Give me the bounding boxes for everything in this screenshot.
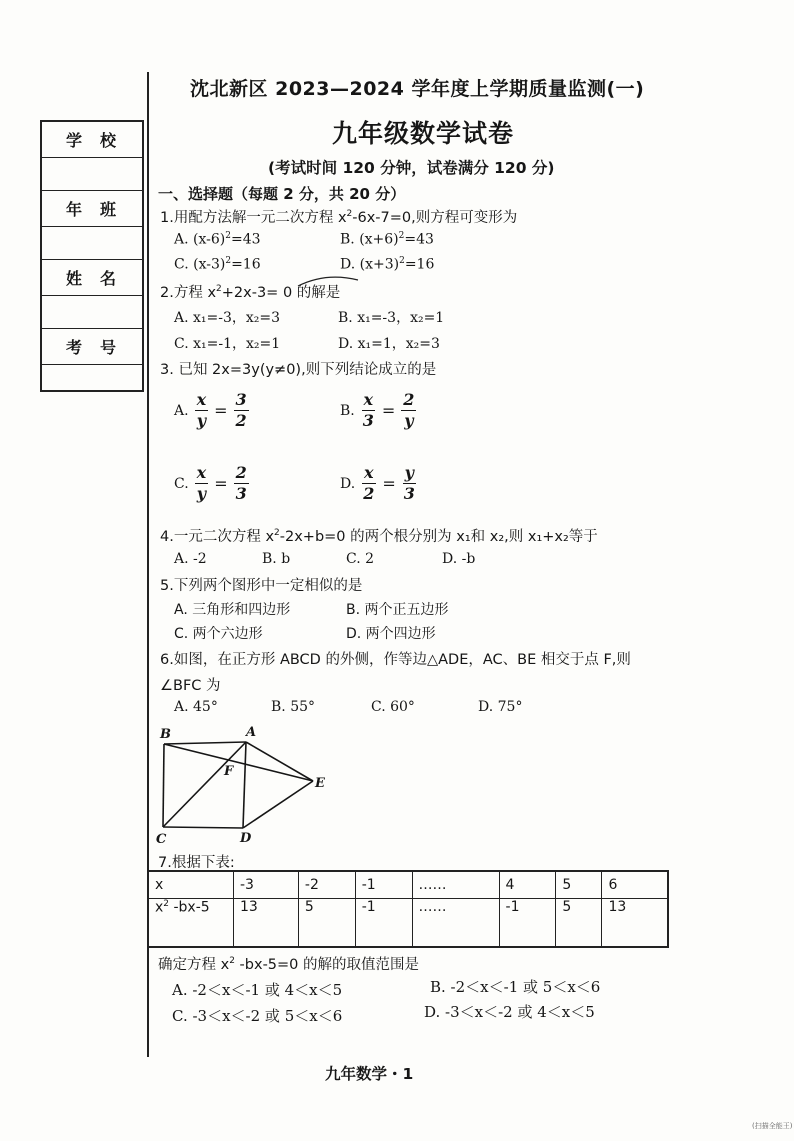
q1-stem: 1.用配方法解一元二次方程 $x^2-6x-7=0$,则方程可变形为 <box>160 209 518 226</box>
q7-option-d[interactable]: D. -3＜x＜-2 或 4＜x＜5 <box>424 1003 595 1021</box>
exam-title-line1: 沈北新区 2023—2024 学年度上学期质量监测(一) <box>190 78 645 100</box>
q4-option-a[interactable]: A. -2 <box>174 551 207 567</box>
table-cell: 4 <box>499 871 556 899</box>
q7-option-a[interactable]: A. -2＜x＜-1 或 4＜x＜5 <box>172 981 343 999</box>
label-E: E <box>315 776 325 791</box>
table-cell: 6 <box>602 871 668 899</box>
table-cell: x <box>148 871 234 899</box>
table-cell: -1 <box>355 899 412 948</box>
q4-option-d[interactable]: D. -b <box>442 551 476 567</box>
q3-stem: 3. 已知 2x=3y(y≠0),则下列结论成立的是 <box>160 362 437 378</box>
q2-option-b[interactable]: B. x₁=-3，x₂=1 <box>338 310 445 326</box>
q4-option-b[interactable]: B. b <box>262 551 291 567</box>
q3-option-d[interactable]: D. $\frac{x}{2}$ = $\frac{y}{3}$ <box>340 463 415 503</box>
class-field[interactable] <box>42 227 142 260</box>
table-cell: 13 <box>234 899 299 948</box>
edge-BA <box>164 742 246 744</box>
q4-stem: 4.一元二次方程 $x^2-2x+b=0$ 的两个根分别为 x₁和 x₂,则 x₁+x₂等于 <box>160 528 598 545</box>
q3-option-a[interactable]: A. $\frac{x}{y}$ = $\frac{3}{2}$ <box>174 390 247 430</box>
q7-stem: 7.根据下表: <box>158 855 235 871</box>
option-label: C. <box>174 475 189 492</box>
q1-option-a[interactable]: A. $(x-6)^2=43$ <box>174 231 261 248</box>
label-D: D <box>240 831 252 846</box>
section-heading: 一、选择题（每题 2 分，共 20 分） <box>158 185 406 203</box>
q5-option-b[interactable]: B. 两个正五边形 <box>346 602 449 618</box>
q5-option-c[interactable]: C. 两个六边形 <box>174 626 263 642</box>
q5-stem: 5.下列两个图形中一定相似的是 <box>160 578 363 594</box>
option-label: D. <box>340 475 356 492</box>
exam-number-label: 考号 <box>42 329 142 365</box>
q5-option-a[interactable]: A. 三角形和四边形 <box>174 602 291 618</box>
q3-option-c[interactable]: C. $\frac{x}{y}$ = $\frac{2}{3}$ <box>174 463 247 503</box>
class-label: 年班 <box>42 191 142 227</box>
edge-CB <box>163 744 164 827</box>
q2-option-a[interactable]: A. x₁=-3，x₂=3 <box>174 310 281 326</box>
page-footer: 九年数学・1 <box>325 1065 414 1083</box>
q3-option-b[interactable]: B. $\frac{x}{3}$ = $\frac{2}{y}$ <box>340 390 415 430</box>
q5-option-d[interactable]: D. 两个四边形 <box>346 626 436 642</box>
exam-info: (考试时间 120 分钟，试卷满分 120 分) <box>268 159 555 177</box>
q7-option-c[interactable]: C. -3＜x＜-2 或 5＜x＜6 <box>172 1007 343 1025</box>
table-cell: 5 <box>298 899 355 948</box>
label-C: C <box>156 832 167 847</box>
school-label: 学校 <box>42 122 142 158</box>
student-info-box <box>40 120 144 392</box>
label-F: F <box>224 764 234 779</box>
table-cell: 5 <box>556 899 602 948</box>
edge-DE <box>243 781 313 828</box>
q4-option-c[interactable]: C. 2 <box>346 551 375 567</box>
q2-stem: 2.方程 $x^2+2x-3= 0$ 的解是 <box>160 284 341 301</box>
q6-option-b[interactable]: B. 55° <box>271 699 316 715</box>
q6-option-a[interactable]: A. 45° <box>174 699 218 715</box>
q1-option-c[interactable]: C. $(x-3)^2=16$ <box>174 256 261 273</box>
table-row <box>148 871 668 899</box>
q2-option-d[interactable]: D. x₁=1，x₂=3 <box>338 336 440 352</box>
square-triangle-figure <box>150 722 340 847</box>
scanner-watermark: (扫描全能王) <box>752 1122 793 1130</box>
table-cell: -1 <box>355 871 412 899</box>
exam-number-field[interactable] <box>42 365 142 392</box>
q1-option-b[interactable]: B. $(x+6)^2=43$ <box>340 231 434 248</box>
table-cell: 5 <box>556 871 602 899</box>
option-label: B. <box>340 402 355 419</box>
q7-prompt: 确定方程 $x^2$ -bx-5=0 的解的取值范围是 <box>158 956 420 973</box>
q6-stem-line2: ∠BFC 为 <box>160 678 221 694</box>
option-label: A. <box>174 402 189 419</box>
table-cell: -1 <box>499 899 556 948</box>
value-table <box>147 870 669 948</box>
pen-mark <box>296 274 362 288</box>
table-cell: 13 <box>602 899 668 948</box>
table-cell: …… <box>412 899 499 948</box>
q7-option-b[interactable]: B. -2＜x＜-1 或 5＜x＜6 <box>430 978 601 996</box>
q6-option-d[interactable]: D. 75° <box>478 699 523 715</box>
q1-option-d[interactable]: D. $(x+3)^2=16$ <box>340 256 435 273</box>
name-label: 姓名 <box>42 260 142 296</box>
name-field[interactable] <box>42 296 142 329</box>
table-cell: -3 <box>234 871 299 899</box>
school-field[interactable] <box>42 158 142 191</box>
exam-title: 九年级数学试卷 <box>332 119 515 148</box>
table-cell: $x^2$ -bx-5 <box>148 899 234 948</box>
q6-option-c[interactable]: C. 60° <box>371 699 415 715</box>
edge-AD <box>243 742 246 828</box>
q6-stem-line1: 6.如图，在正方形 ABCD 的外侧，作等边△ADE，AC、BE 相交于点 F,则 <box>160 652 631 668</box>
edge-AE <box>246 742 313 781</box>
label-B: B <box>160 727 171 742</box>
table-cell: -2 <box>298 871 355 899</box>
edge-DC <box>163 827 243 828</box>
table-cell: …… <box>412 871 499 899</box>
table-row <box>148 899 668 948</box>
label-A: A <box>246 725 257 740</box>
q2-option-c[interactable]: C. x₁=-1，x₂=1 <box>174 336 281 352</box>
